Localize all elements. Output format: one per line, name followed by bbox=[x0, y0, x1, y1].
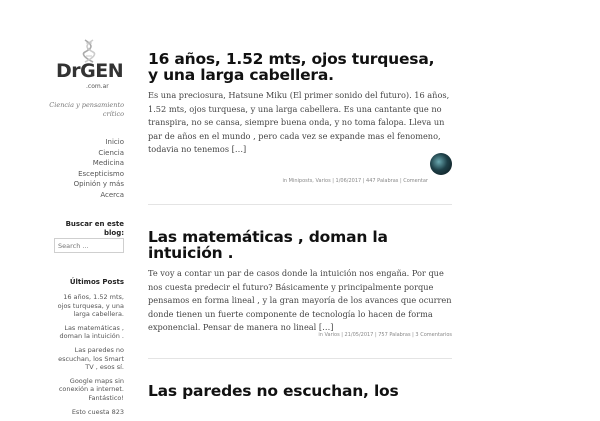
logo-text: DrGEN bbox=[56, 60, 124, 82]
main-nav bbox=[74, 137, 124, 201]
post-3 bbox=[148, 383, 452, 399]
recent-posts-heading: Últimos Posts bbox=[69, 278, 124, 286]
recent-post-link[interactable]: Google maps sin conexión a internet. Fantástico! bbox=[58, 376, 124, 402]
recent-post-link[interactable]: 16 años, 1.52 mts, ojos turquesa, y una larga cabellera. bbox=[57, 293, 124, 319]
nav-item-medicina[interactable]: Medicina bbox=[92, 159, 124, 168]
search-heading: Buscar en este blog: bbox=[65, 220, 124, 237]
post-title-line: Las paredes no escuchan, los bbox=[148, 382, 399, 400]
post-title-line: y una larga cabellera. bbox=[148, 66, 334, 84]
search-input[interactable] bbox=[54, 238, 124, 253]
post-excerpt: Es una preciosura, Hatsune Miku (El primer sonido del futuro). 16 años, 1.52 mts, ojos turquesa, y una larga cabellera. Es una cantante que no transpira, no se cansa, siempre buena onda, y no toma falopa. Lleva un par de años en el mundo , pero cada vez se expande mas el fenomeno, todavia no tenemos […] bbox=[148, 90, 450, 155]
post-title[interactable] bbox=[148, 51, 452, 83]
post-divider bbox=[148, 358, 452, 359]
nav-item-opinion[interactable]: Opinión y más bbox=[73, 180, 124, 189]
post-title[interactable] bbox=[148, 229, 452, 261]
site-logo[interactable] bbox=[56, 40, 126, 92]
nav-item-escepticismo[interactable]: Escepticismo bbox=[78, 169, 124, 178]
post-divider bbox=[148, 204, 452, 205]
post-1 bbox=[148, 51, 452, 157]
recent-post-link[interactable]: Las matemáticas , doman la intuición . bbox=[59, 323, 124, 341]
post-thumbnail[interactable] bbox=[430, 153, 452, 175]
dna-icon bbox=[82, 40, 96, 62]
site-tagline: Ciencia y pensamiento crítico bbox=[49, 101, 124, 118]
post-title-line: Las matemáticas , doman la bbox=[148, 228, 388, 246]
recent-posts-list bbox=[48, 293, 124, 421]
sidebar bbox=[0, 0, 130, 416]
recent-post-link[interactable]: Esto cuesta 823 bbox=[71, 407, 124, 416]
nav-item-ciencia[interactable]: Ciencia bbox=[98, 148, 124, 157]
post-meta: in Miniposts, Varios | 1/06/2017 | 447 Palabras | Comentar bbox=[282, 178, 428, 184]
logo-subtext: .com.ar bbox=[86, 83, 109, 90]
post-title[interactable] bbox=[148, 383, 452, 399]
recent-post-link[interactable]: Las paredes no escuchan, los Smart TV , esos sí. bbox=[58, 345, 124, 372]
post-excerpt: Te voy a contar un par de casos donde la intuición nos engaña. Por que nos cuesta predecir el futuro? Básicamente y principalmente porque pensamos en forma lineal , y la gran mayoría de los avances que ocurren donde tienen un fuerte componente de tecnología lo hacen de forma exponencial. Pensar de manera no lineal […] bbox=[148, 268, 452, 333]
nav-item-inicio[interactable]: Inicio bbox=[105, 138, 124, 146]
post-list bbox=[148, 0, 452, 400]
nav-item-acerca[interactable]: Acerca bbox=[100, 190, 124, 199]
post-meta: in Varios | 21/05/2017 | 757 Palabras | 3 Comentarios bbox=[318, 332, 452, 338]
post-title-line: 16 años, 1.52 mts, ojos turquesa, bbox=[148, 50, 435, 68]
post-2 bbox=[148, 229, 452, 335]
post-title-line: intuición . bbox=[148, 244, 234, 262]
